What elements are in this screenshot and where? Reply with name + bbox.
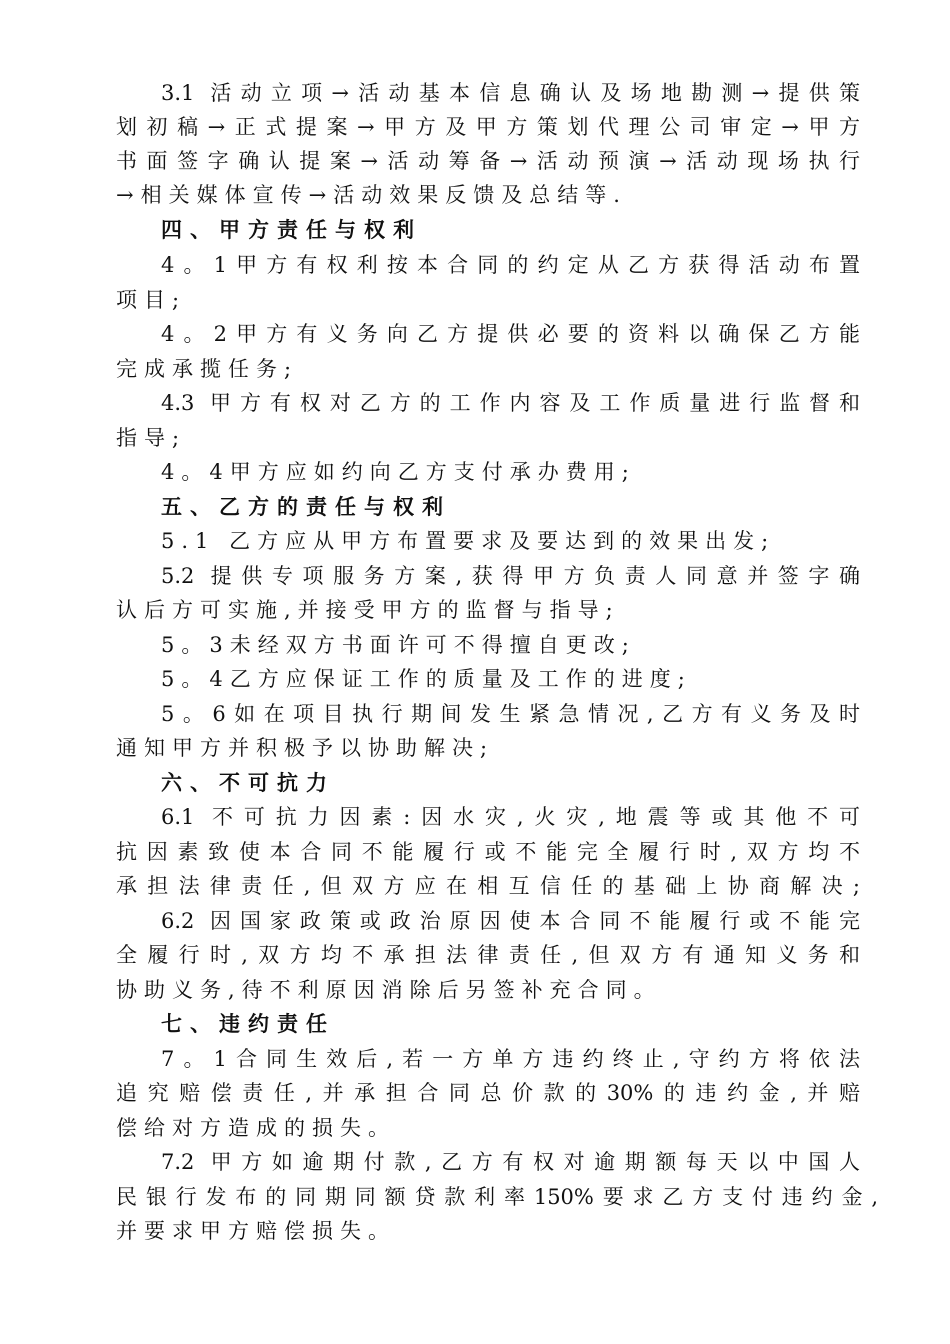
section-heading-5: 五、乙方的责任与权利: [161, 494, 451, 519]
paragraph-line: 6.2 因国家政策或政治原因使本合同不能履行或不能完: [161, 909, 860, 933]
paragraph-line: 7.2 甲方如逾期付款,乙方有权对逾期额每天以中国人: [161, 1150, 860, 1174]
paragraph-line: 协助义务,待不利原因消除后另签补充合同。: [116, 978, 662, 1002]
paragraph-line: 指导;: [116, 426, 187, 450]
paragraph-line: 并要求甲方赔偿损失。: [116, 1219, 396, 1243]
paragraph-line: 5。3未经双方书面许可不得擅自更改;: [161, 633, 636, 657]
paragraph-line: 4。1甲方有权利按本合同的约定从乙方获得活动布置: [161, 253, 860, 277]
paragraph-line: 书面签字确认提案→活动筹备→活动预演→活动现场执行: [116, 149, 860, 173]
paragraph-line: 划初稿→正式提案→甲方及甲方策划代理公司审定→甲方: [116, 115, 860, 139]
paragraph-line: 7。1合同生效后,若一方单方违约终止,守约方将依法: [161, 1047, 860, 1071]
paragraph-line: →相关媒体宣传→活动效果反馈及总结等.: [116, 183, 627, 207]
paragraph-line: 6.1 不可抗力因素:因水灾,火灾,地震等或其他不可: [161, 805, 860, 829]
paragraph-line: 3.1 活动立项→活动基本信息确认及场地勘测→提供策: [161, 81, 860, 105]
paragraph-line: 5.1 乙方应从甲方布置要求及要达到的效果出发;: [161, 529, 776, 553]
paragraph-line: 通知甲方并积极予以协助解决;: [116, 736, 495, 760]
paragraph-line: 5。4乙方应保证工作的质量及工作的进度;: [161, 667, 692, 691]
paragraph-line: 承担法律责任,但双方应在相互信任的基础上协商解决;: [116, 874, 860, 898]
paragraph-line: 民银行发布的同期同额贷款利率150%要求乙方支付违约金,: [116, 1185, 878, 1209]
paragraph-line: 5.2 提供专项服务方案,获得甲方负责人同意并签字确: [161, 564, 860, 588]
paragraph-line: 4。4甲方应如约向乙方支付承办费用;: [161, 460, 636, 484]
section-heading-7: 七、违约责任: [161, 1011, 335, 1036]
paragraph-line: 完成承揽任务;: [116, 357, 299, 381]
paragraph-line: 全履行时,双方均不承担法律责任,但双方有通知义务和: [116, 943, 860, 967]
paragraph-line: 4.3 甲方有权对乙方的工作内容及工作质量进行监督和: [161, 391, 860, 415]
paragraph-line: 5。6如在项目执行期间发生紧急情况,乙方有义务及时: [161, 702, 860, 726]
section-heading-6: 六、不可抗力: [161, 770, 335, 795]
paragraph-line: 认后方可实施,并接受甲方的监督与指导;: [116, 598, 620, 622]
paragraph-line: 项目;: [116, 288, 187, 312]
paragraph-line: 抗因素致使本合同不能履行或不能完全履行时,双方均不: [116, 840, 860, 864]
paragraph-line: 追究赔偿责任,并承担合同总价款的30%的违约金,并赔: [116, 1081, 860, 1105]
paragraph-line: 偿给对方造成的损失。: [116, 1116, 396, 1140]
section-heading-4: 四、甲方责任与权利: [161, 217, 422, 242]
paragraph-line: 4。2甲方有义务向乙方提供必要的资料以确保乙方能: [161, 322, 860, 346]
